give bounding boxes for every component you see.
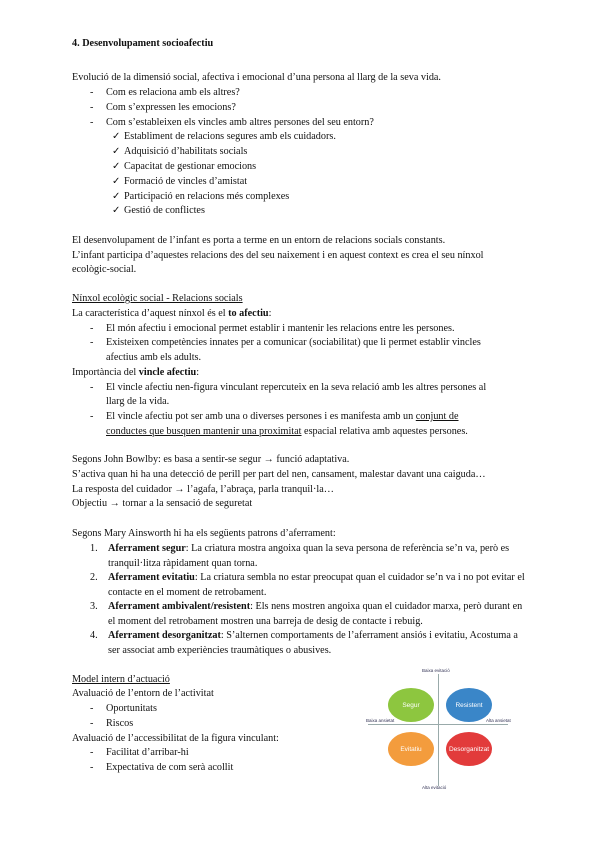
text-run: : La criatura sembla no estar preocupat quan el cuidador se’n va i no pot evitar el contacte en el moment de retrobament. xyxy=(108,572,525,598)
checkmark-icon: ✓ xyxy=(112,205,121,216)
list-item xyxy=(106,410,459,425)
text-run: : Els nens mostren angoixa quan el cuidador marxa, però durant en el moment del retrobament mostren una barreja de desig de contacte i rebuig. xyxy=(108,601,523,627)
checkmark-icon: ✓ xyxy=(112,161,121,172)
list-item: Com es relaciona amb els altres? xyxy=(106,87,240,98)
checkmark-icon: ✓ xyxy=(112,131,121,142)
paragraph-line: Segons Mary Ainsworth hi ha els següents patrons d’aferrament: xyxy=(72,528,336,539)
bold-term: Aferrament ambivalent/resistent xyxy=(108,601,251,612)
quadrant-resistant: Resistent xyxy=(446,688,492,722)
list-item: Establiment de relacions segures amb els cuidadors. xyxy=(124,131,336,142)
axis-label-right: Alta ansietat xyxy=(486,718,511,723)
quadrant-disorganized: Desorganitzat xyxy=(446,732,492,766)
text-run: : S’alternen comportaments de l’aferrament ansiós i evitatiu, Acostuma a ser associat amb experiències traumàtiques o abusives. xyxy=(108,630,518,656)
list-item xyxy=(108,542,528,571)
paragraph-line xyxy=(72,307,271,322)
subsection-title: Nínxol ecològic social - Relacions socials xyxy=(72,293,243,304)
horizontal-axis xyxy=(368,724,508,725)
underlined-phrase: conjunt de xyxy=(415,411,459,422)
paragraph-line: El desenvolupament de l’infant es porta a terme en un entorn de relacions socials constants. xyxy=(72,235,446,246)
dash-bullet: - xyxy=(90,411,94,422)
attachment-diagram xyxy=(366,668,510,792)
vertical-axis xyxy=(438,674,439,786)
dash-bullet: - xyxy=(90,703,94,714)
list-item: Com s’estableixen els vincles amb altres persones del seu entorn? xyxy=(106,117,374,128)
dash-bullet: - xyxy=(90,382,94,393)
list-item xyxy=(108,629,528,658)
list-item: El vincle afectiu nen-figura vinculant repercuteix en la seva relació amb les altres persones al xyxy=(106,382,487,393)
bold-term: Aferrament evitatiu xyxy=(108,572,195,583)
list-item: El món afectiu i emocional permet establir i mantenir les relacions entre les persones. xyxy=(106,323,455,334)
text-run: : La criatura mostra angoixa quan la seva persona de referència se’n va, però es tranquil·litza ràpidament quan torna. xyxy=(108,543,510,569)
list-item-cont: llarg de la vida. xyxy=(106,396,170,407)
dash-bullet: - xyxy=(90,87,94,98)
paragraph-line xyxy=(72,366,199,381)
text-run: Importància del xyxy=(72,367,139,378)
list-item: Existeixen competències innates per a comunicar (sociabilitat) que li permet establir vincles xyxy=(106,337,481,348)
paragraph-line: Segons John Bowlby: es basa a sentir-se segur → funció adaptativa. xyxy=(72,454,350,465)
text-run: : xyxy=(268,308,272,319)
text-run: El vincle afectiu pot ser amb una o diverses persones i es manifesta amb un xyxy=(106,411,416,422)
list-item: Participació en relacions més complexes xyxy=(124,191,290,202)
list-item: Facilitat d’arribar-hi xyxy=(106,747,189,758)
bold-term: vincle afectiu xyxy=(138,367,197,378)
bold-term: to afectiu xyxy=(228,308,269,319)
list-item: Capacitat de gestionar emocions xyxy=(124,161,257,172)
checkmark-icon: ✓ xyxy=(112,176,121,187)
text-run: : xyxy=(196,367,200,378)
bold-term: Aferrament desorganitzat xyxy=(108,630,221,641)
paragraph-line: Avaluació de l’accessibilitat de la figura vinculant: xyxy=(72,733,279,744)
list-item: Formació de vincles d’amistat xyxy=(124,176,248,187)
list-item xyxy=(108,600,528,629)
bold-term: Aferrament segur xyxy=(108,543,186,554)
dash-bullet: - xyxy=(90,323,94,334)
dash-bullet: - xyxy=(90,102,94,113)
paragraph-line: Avaluació de l’entorn de l’activitat xyxy=(72,688,214,699)
list-item: Gestió de conflictes xyxy=(124,205,205,216)
subsection-title: Model intern d’actuació xyxy=(72,674,170,685)
list-item-cont: afectius amb els adults. xyxy=(106,352,202,363)
list-item: Riscos xyxy=(106,718,134,729)
list-number: 2. xyxy=(90,572,98,583)
paragraph-line: La resposta del cuidador → l’agafa, l’abraça, parla tranquil·la… xyxy=(72,484,334,495)
checkmark-icon: ✓ xyxy=(112,146,121,157)
checkmark-icon: ✓ xyxy=(112,191,121,202)
list-number: 4. xyxy=(90,630,98,641)
dash-bullet: - xyxy=(90,117,94,128)
text-run: espacial relativa amb aquestes persones. xyxy=(301,426,468,437)
list-item: Adquisició d’habilitats socials xyxy=(124,146,248,157)
paragraph-line: ecològic-social. xyxy=(72,264,137,275)
axis-label-bottom: Alta evitació xyxy=(422,785,447,790)
paragraph-line: Objectiu → tornar a la sensació de seguretat xyxy=(72,498,253,509)
dash-bullet: - xyxy=(90,718,94,729)
list-number: 3. xyxy=(90,601,98,612)
quadrant-secure: Segur xyxy=(388,688,434,722)
section-title: 4. Desenvolupament socioafectiu xyxy=(72,38,214,49)
paragraph-line: L’infant participa d’aquestes relacions des del seu naixement i en aquest context es crea el seu nínxol xyxy=(72,250,484,261)
list-item: Oportunitats xyxy=(106,703,157,714)
list-item: Expectativa de com serà acollit xyxy=(106,762,234,773)
axis-label-left: Baixa ansietat xyxy=(366,718,395,723)
list-number: 1. xyxy=(90,543,98,554)
list-item: Com s’expressen les emocions? xyxy=(106,102,236,113)
list-item-cont xyxy=(106,425,468,440)
axis-label-top: Baixa evitació xyxy=(422,668,450,673)
dash-bullet: - xyxy=(90,747,94,758)
dash-bullet: - xyxy=(90,337,94,348)
dash-bullet: - xyxy=(90,762,94,773)
intro-text: Evolució de la dimensió social, afectiva i emocional d’una persona al llarg de la seva vida. xyxy=(72,72,441,83)
text-run: La característica d’aquest nínxol és el xyxy=(72,308,229,319)
paragraph-line: S’activa quan hi ha una detecció de perill per part del nen, cansament, malestar davant una caiguda… xyxy=(72,469,486,480)
quadrant-avoidant: Evitatiu xyxy=(388,732,434,766)
underlined-phrase: conductes que busquen mantenir una proximitat xyxy=(106,426,302,437)
list-item xyxy=(108,571,528,600)
